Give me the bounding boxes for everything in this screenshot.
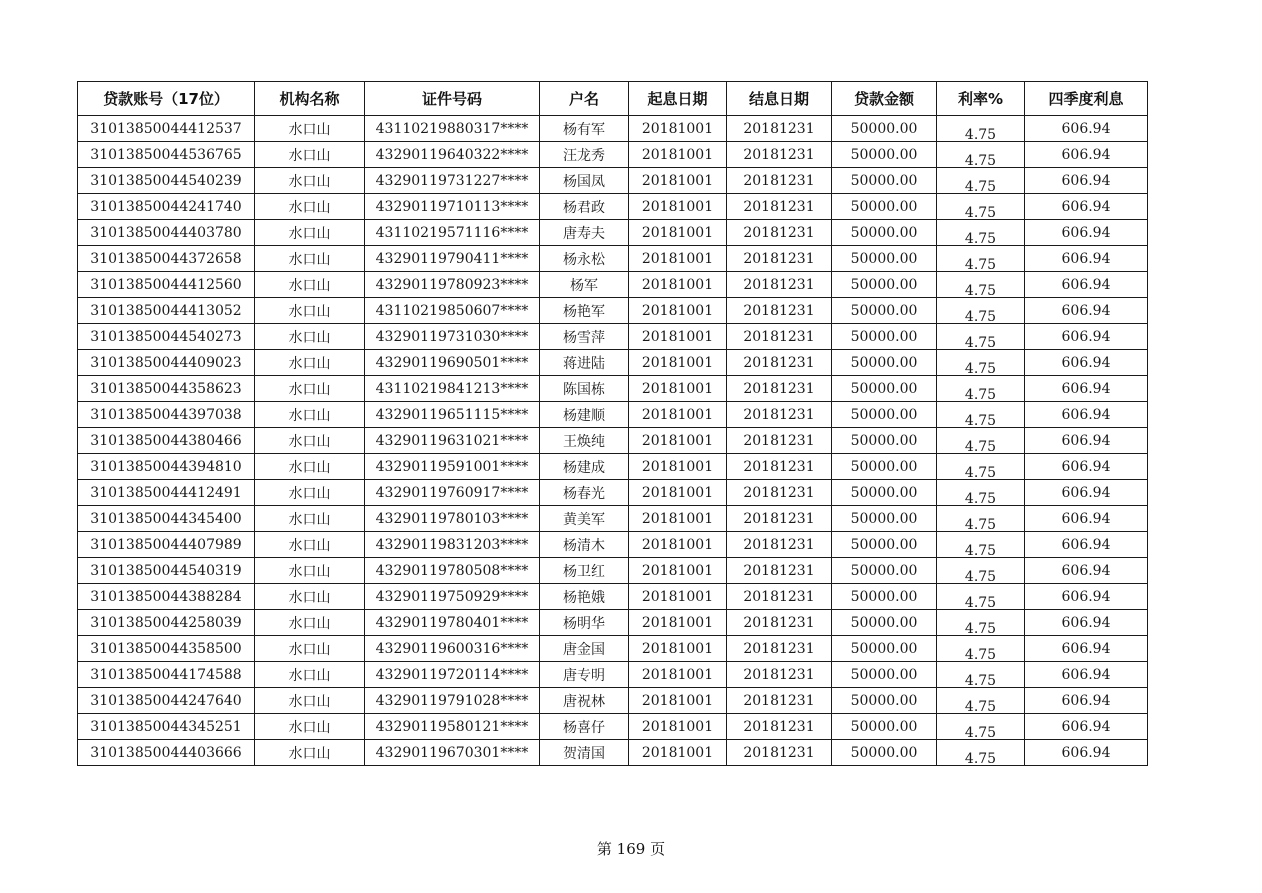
cell-institution: 水口山	[255, 168, 365, 194]
cell-account-name: 杨明华	[540, 610, 629, 636]
cell-loan-account: 31013850044540319	[78, 558, 255, 584]
table-row	[78, 532, 1148, 558]
table-row	[78, 688, 1148, 714]
cell-id-number: 43290119731030****	[365, 324, 540, 350]
cell-id-number: 43290119780401****	[365, 610, 540, 636]
cell-interest-rate-value: 4.75	[964, 725, 997, 740]
cell-interest-rate	[937, 558, 1025, 584]
cell-loan-amount: 50000.00	[832, 298, 937, 324]
cell-start-date: 20181001	[629, 116, 727, 142]
cell-loan-account: 31013850044397038	[78, 402, 255, 428]
cell-loan-amount: 50000.00	[832, 610, 937, 636]
cell-interest-rate-value: 4.75	[964, 647, 997, 662]
cell-settlement-date: 20181231	[727, 688, 832, 714]
cell-interest-rate-value: 4.75	[964, 231, 997, 246]
cell-start-date: 20181001	[629, 220, 727, 246]
cell-account-name: 贺清国	[540, 740, 629, 766]
cell-loan-amount: 50000.00	[832, 246, 937, 272]
table-row	[78, 194, 1148, 220]
cell-start-date: 20181001	[629, 376, 727, 402]
cell-institution: 水口山	[255, 558, 365, 584]
cell-institution: 水口山	[255, 220, 365, 246]
table-row	[78, 168, 1148, 194]
cell-account-name: 杨建成	[540, 454, 629, 480]
cell-account-name: 陈国栋	[540, 376, 629, 402]
cell-settlement-date: 20181231	[727, 350, 832, 376]
cell-id-number: 43290119831203****	[365, 532, 540, 558]
table-row	[78, 298, 1148, 324]
cell-interest-rate	[937, 662, 1025, 688]
cell-account-name: 杨军	[540, 272, 629, 298]
table-row	[78, 610, 1148, 636]
cell-institution: 水口山	[255, 402, 365, 428]
cell-start-date: 20181001	[629, 688, 727, 714]
table-row	[78, 350, 1148, 376]
cell-settlement-date: 20181231	[727, 454, 832, 480]
cell-loan-account: 31013850044540273	[78, 324, 255, 350]
cell-account-name: 唐祝林	[540, 688, 629, 714]
cell-start-date: 20181001	[629, 350, 727, 376]
cell-loan-account: 31013850044412560	[78, 272, 255, 298]
cell-id-number: 43290119640322****	[365, 142, 540, 168]
cell-account-name: 杨清木	[540, 532, 629, 558]
table-row	[78, 116, 1148, 142]
cell-start-date: 20181001	[629, 168, 727, 194]
cell-loan-amount: 50000.00	[832, 194, 937, 220]
cell-interest-rate-value: 4.75	[964, 595, 997, 610]
table-row	[78, 142, 1148, 168]
header-id-number: 证件号码	[365, 82, 540, 116]
cell-loan-account: 31013850044174588	[78, 662, 255, 688]
cell-loan-amount: 50000.00	[832, 506, 937, 532]
cell-id-number: 43290119780923****	[365, 272, 540, 298]
cell-loan-account: 31013850044345400	[78, 506, 255, 532]
cell-start-date: 20181001	[629, 324, 727, 350]
cell-settlement-date: 20181231	[727, 740, 832, 766]
cell-loan-amount: 50000.00	[832, 480, 937, 506]
cell-id-number: 43290119750929****	[365, 584, 540, 610]
cell-settlement-date: 20181231	[727, 584, 832, 610]
cell-interest-rate-value: 4.75	[964, 439, 997, 454]
cell-loan-amount: 50000.00	[832, 324, 937, 350]
cell-interest-rate	[937, 220, 1025, 246]
cell-interest-rate-value: 4.75	[964, 517, 997, 532]
cell-loan-account: 31013850044372658	[78, 246, 255, 272]
cell-institution: 水口山	[255, 324, 365, 350]
cell-q4-interest: 606.94	[1025, 142, 1148, 168]
cell-settlement-date: 20181231	[727, 610, 832, 636]
cell-start-date: 20181001	[629, 402, 727, 428]
cell-q4-interest: 606.94	[1025, 402, 1148, 428]
cell-q4-interest: 606.94	[1025, 220, 1148, 246]
cell-settlement-date: 20181231	[727, 376, 832, 402]
cell-account-name: 王焕纯	[540, 428, 629, 454]
cell-interest-rate	[937, 532, 1025, 558]
cell-id-number: 43290119760917****	[365, 480, 540, 506]
cell-settlement-date: 20181231	[727, 532, 832, 558]
cell-q4-interest: 606.94	[1025, 194, 1148, 220]
cell-account-name: 杨君政	[540, 194, 629, 220]
cell-settlement-date: 20181231	[727, 246, 832, 272]
header-account-name: 户名	[540, 82, 629, 116]
cell-loan-account: 31013850044412491	[78, 480, 255, 506]
cell-loan-account: 31013850044358500	[78, 636, 255, 662]
cell-account-name: 杨国凤	[540, 168, 629, 194]
cell-institution: 水口山	[255, 376, 365, 402]
cell-interest-rate-value: 4.75	[964, 205, 997, 220]
cell-account-name: 杨艳娥	[540, 584, 629, 610]
table-row	[78, 480, 1148, 506]
cell-start-date: 20181001	[629, 428, 727, 454]
table-row	[78, 740, 1148, 766]
cell-q4-interest: 606.94	[1025, 662, 1148, 688]
cell-id-number: 43290119791028****	[365, 688, 540, 714]
cell-institution: 水口山	[255, 246, 365, 272]
cell-loan-amount: 50000.00	[832, 740, 937, 766]
cell-settlement-date: 20181231	[727, 506, 832, 532]
cell-start-date: 20181001	[629, 558, 727, 584]
cell-loan-amount: 50000.00	[832, 584, 937, 610]
cell-loan-amount: 50000.00	[832, 376, 937, 402]
cell-loan-account: 31013850044345251	[78, 714, 255, 740]
cell-id-number: 43290119600316****	[365, 636, 540, 662]
cell-loan-amount: 50000.00	[832, 350, 937, 376]
header-start-date: 起息日期	[629, 82, 727, 116]
cell-account-name: 杨艳军	[540, 298, 629, 324]
cell-loan-amount: 50000.00	[832, 220, 937, 246]
cell-account-name: 黄美军	[540, 506, 629, 532]
cell-interest-rate	[937, 428, 1025, 454]
cell-account-name: 杨春光	[540, 480, 629, 506]
cell-institution: 水口山	[255, 454, 365, 480]
cell-interest-rate-value: 4.75	[964, 569, 997, 584]
cell-loan-account: 31013850044388284	[78, 584, 255, 610]
cell-loan-amount: 50000.00	[832, 116, 937, 142]
cell-interest-rate-value: 4.75	[964, 543, 997, 558]
cell-loan-account: 31013850044403780	[78, 220, 255, 246]
cell-institution: 水口山	[255, 194, 365, 220]
cell-id-number: 43290119670301****	[365, 740, 540, 766]
cell-settlement-date: 20181231	[727, 142, 832, 168]
cell-institution: 水口山	[255, 662, 365, 688]
cell-id-number: 43290119631021****	[365, 428, 540, 454]
cell-loan-amount: 50000.00	[832, 142, 937, 168]
cell-interest-rate-value: 4.75	[964, 153, 997, 168]
cell-start-date: 20181001	[629, 532, 727, 558]
cell-id-number: 43290119780103****	[365, 506, 540, 532]
cell-account-name: 唐金国	[540, 636, 629, 662]
cell-q4-interest: 606.94	[1025, 636, 1148, 662]
cell-loan-account: 31013850044358623	[78, 376, 255, 402]
cell-start-date: 20181001	[629, 246, 727, 272]
cell-id-number: 43110219850607****	[365, 298, 540, 324]
cell-q4-interest: 606.94	[1025, 714, 1148, 740]
table-header	[78, 82, 1148, 116]
cell-q4-interest: 606.94	[1025, 688, 1148, 714]
cell-interest-rate-value: 4.75	[964, 127, 997, 142]
cell-loan-amount: 50000.00	[832, 168, 937, 194]
cell-start-date: 20181001	[629, 662, 727, 688]
cell-loan-account: 31013850044247640	[78, 688, 255, 714]
page-number: 第 169 页	[596, 840, 666, 858]
cell-q4-interest: 606.94	[1025, 350, 1148, 376]
cell-institution: 水口山	[255, 428, 365, 454]
cell-account-name: 杨喜仔	[540, 714, 629, 740]
cell-loan-account: 31013850044407989	[78, 532, 255, 558]
header-settlement-date: 结息日期	[727, 82, 832, 116]
cell-institution: 水口山	[255, 480, 365, 506]
table-row	[78, 714, 1148, 740]
cell-q4-interest: 606.94	[1025, 454, 1148, 480]
cell-loan-account: 31013850044403666	[78, 740, 255, 766]
table-row	[78, 662, 1148, 688]
cell-interest-rate	[937, 714, 1025, 740]
cell-account-name: 杨雪萍	[540, 324, 629, 350]
cell-account-name: 蒋进陆	[540, 350, 629, 376]
header-row	[78, 82, 1148, 116]
cell-id-number: 43290119580121****	[365, 714, 540, 740]
cell-id-number: 43290119651115****	[365, 402, 540, 428]
cell-loan-account: 31013850044413052	[78, 298, 255, 324]
cell-loan-account: 31013850044394810	[78, 454, 255, 480]
cell-settlement-date: 20181231	[727, 662, 832, 688]
cell-q4-interest: 606.94	[1025, 584, 1148, 610]
cell-interest-rate	[937, 506, 1025, 532]
cell-id-number: 43290119720114****	[365, 662, 540, 688]
cell-institution: 水口山	[255, 506, 365, 532]
cell-loan-account: 31013850044412537	[78, 116, 255, 142]
cell-settlement-date: 20181231	[727, 220, 832, 246]
cell-institution: 水口山	[255, 350, 365, 376]
cell-loan-amount: 50000.00	[832, 428, 937, 454]
cell-q4-interest: 606.94	[1025, 610, 1148, 636]
cell-id-number: 43290119710113****	[365, 194, 540, 220]
cell-interest-rate-value: 4.75	[964, 751, 997, 766]
cell-interest-rate	[937, 168, 1025, 194]
cell-interest-rate-value: 4.75	[964, 465, 997, 480]
header-q4-interest: 四季度利息	[1025, 82, 1148, 116]
cell-interest-rate	[937, 636, 1025, 662]
cell-interest-rate-value: 4.75	[964, 413, 997, 428]
cell-interest-rate-value: 4.75	[964, 309, 997, 324]
cell-interest-rate-value: 4.75	[964, 387, 997, 402]
cell-institution: 水口山	[255, 532, 365, 558]
table-row	[78, 558, 1148, 584]
table-row	[78, 402, 1148, 428]
cell-q4-interest: 606.94	[1025, 246, 1148, 272]
cell-start-date: 20181001	[629, 610, 727, 636]
cell-interest-rate-value: 4.75	[964, 491, 997, 506]
cell-q4-interest: 606.94	[1025, 168, 1148, 194]
cell-settlement-date: 20181231	[727, 714, 832, 740]
header-interest-rate: 利率%	[937, 82, 1025, 116]
loan-interest-table	[77, 81, 1148, 766]
cell-interest-rate	[937, 584, 1025, 610]
cell-loan-amount: 50000.00	[832, 272, 937, 298]
cell-start-date: 20181001	[629, 584, 727, 610]
cell-start-date: 20181001	[629, 636, 727, 662]
cell-start-date: 20181001	[629, 298, 727, 324]
cell-q4-interest: 606.94	[1025, 324, 1148, 350]
cell-start-date: 20181001	[629, 714, 727, 740]
header-loan-amount: 贷款金额	[832, 82, 937, 116]
cell-q4-interest: 606.94	[1025, 480, 1148, 506]
cell-account-name: 唐专明	[540, 662, 629, 688]
cell-start-date: 20181001	[629, 506, 727, 532]
cell-interest-rate	[937, 272, 1025, 298]
cell-q4-interest: 606.94	[1025, 740, 1148, 766]
cell-q4-interest: 606.94	[1025, 272, 1148, 298]
cell-interest-rate-value: 4.75	[964, 257, 997, 272]
cell-interest-rate-value: 4.75	[964, 283, 997, 298]
table-row	[78, 376, 1148, 402]
cell-settlement-date: 20181231	[727, 480, 832, 506]
cell-loan-amount: 50000.00	[832, 688, 937, 714]
table-row	[78, 428, 1148, 454]
cell-q4-interest: 606.94	[1025, 376, 1148, 402]
cell-interest-rate	[937, 194, 1025, 220]
cell-interest-rate	[937, 480, 1025, 506]
cell-loan-account: 31013850044536765	[78, 142, 255, 168]
cell-loan-amount: 50000.00	[832, 532, 937, 558]
cell-start-date: 20181001	[629, 142, 727, 168]
cell-institution: 水口山	[255, 688, 365, 714]
cell-settlement-date: 20181231	[727, 168, 832, 194]
table-row	[78, 272, 1148, 298]
cell-interest-rate	[937, 142, 1025, 168]
cell-interest-rate	[937, 688, 1025, 714]
cell-settlement-date: 20181231	[727, 402, 832, 428]
cell-interest-rate	[937, 376, 1025, 402]
cell-interest-rate-value: 4.75	[964, 335, 997, 350]
cell-institution: 水口山	[255, 584, 365, 610]
cell-account-name: 杨有军	[540, 116, 629, 142]
cell-start-date: 20181001	[629, 740, 727, 766]
cell-interest-rate	[937, 246, 1025, 272]
cell-id-number: 43290119690501****	[365, 350, 540, 376]
cell-q4-interest: 606.94	[1025, 428, 1148, 454]
cell-loan-amount: 50000.00	[832, 454, 937, 480]
cell-interest-rate	[937, 324, 1025, 350]
cell-loan-amount: 50000.00	[832, 714, 937, 740]
cell-settlement-date: 20181231	[727, 428, 832, 454]
cell-interest-rate	[937, 350, 1025, 376]
cell-interest-rate	[937, 298, 1025, 324]
cell-loan-account: 31013850044409023	[78, 350, 255, 376]
cell-id-number: 43290119591001****	[365, 454, 540, 480]
cell-loan-account: 31013850044540239	[78, 168, 255, 194]
cell-account-name: 杨卫红	[540, 558, 629, 584]
cell-q4-interest: 606.94	[1025, 532, 1148, 558]
cell-institution: 水口山	[255, 610, 365, 636]
cell-q4-interest: 606.94	[1025, 506, 1148, 532]
cell-institution: 水口山	[255, 740, 365, 766]
cell-loan-amount: 50000.00	[832, 402, 937, 428]
header-loan-account: 贷款账号（17位）	[78, 82, 255, 116]
cell-loan-amount: 50000.00	[832, 636, 937, 662]
cell-account-name: 唐寿夫	[540, 220, 629, 246]
cell-account-name: 汪龙秀	[540, 142, 629, 168]
cell-loan-account: 31013850044380466	[78, 428, 255, 454]
cell-start-date: 20181001	[629, 454, 727, 480]
cell-interest-rate	[937, 454, 1025, 480]
cell-settlement-date: 20181231	[727, 324, 832, 350]
cell-start-date: 20181001	[629, 194, 727, 220]
cell-institution: 水口山	[255, 636, 365, 662]
cell-q4-interest: 606.94	[1025, 298, 1148, 324]
table-body	[78, 116, 1148, 766]
cell-interest-rate	[937, 610, 1025, 636]
cell-id-number: 43110219841213****	[365, 376, 540, 402]
cell-institution: 水口山	[255, 298, 365, 324]
cell-account-name: 杨建顺	[540, 402, 629, 428]
cell-loan-account: 31013850044241740	[78, 194, 255, 220]
table-row	[78, 584, 1148, 610]
cell-start-date: 20181001	[629, 480, 727, 506]
cell-interest-rate-value: 4.75	[964, 673, 997, 688]
cell-institution: 水口山	[255, 142, 365, 168]
cell-settlement-date: 20181231	[727, 558, 832, 584]
cell-settlement-date: 20181231	[727, 636, 832, 662]
cell-q4-interest: 606.94	[1025, 558, 1148, 584]
header-institution: 机构名称	[255, 82, 365, 116]
cell-interest-rate-value: 4.75	[964, 361, 997, 376]
cell-loan-amount: 50000.00	[832, 662, 937, 688]
cell-interest-rate	[937, 116, 1025, 142]
cell-interest-rate	[937, 402, 1025, 428]
cell-id-number: 43290119780508****	[365, 558, 540, 584]
cell-interest-rate-value: 4.75	[964, 179, 997, 194]
cell-loan-amount: 50000.00	[832, 558, 937, 584]
cell-loan-account: 31013850044258039	[78, 610, 255, 636]
cell-account-name: 杨永松	[540, 246, 629, 272]
cell-id-number: 43110219880317****	[365, 116, 540, 142]
cell-id-number: 43290119731227****	[365, 168, 540, 194]
cell-institution: 水口山	[255, 116, 365, 142]
cell-settlement-date: 20181231	[727, 116, 832, 142]
table-row	[78, 506, 1148, 532]
cell-start-date: 20181001	[629, 272, 727, 298]
cell-q4-interest: 606.94	[1025, 116, 1148, 142]
cell-interest-rate	[937, 740, 1025, 766]
cell-institution: 水口山	[255, 272, 365, 298]
table-row	[78, 636, 1148, 662]
cell-interest-rate-value: 4.75	[964, 621, 997, 636]
cell-id-number: 43110219571116****	[365, 220, 540, 246]
cell-interest-rate-value: 4.75	[964, 699, 997, 714]
table-row	[78, 454, 1148, 480]
cell-settlement-date: 20181231	[727, 272, 832, 298]
cell-settlement-date: 20181231	[727, 194, 832, 220]
table-row	[78, 220, 1148, 246]
cell-institution: 水口山	[255, 714, 365, 740]
cell-settlement-date: 20181231	[727, 298, 832, 324]
table-row	[78, 246, 1148, 272]
table-row	[78, 324, 1148, 350]
cell-id-number: 43290119790411****	[365, 246, 540, 272]
